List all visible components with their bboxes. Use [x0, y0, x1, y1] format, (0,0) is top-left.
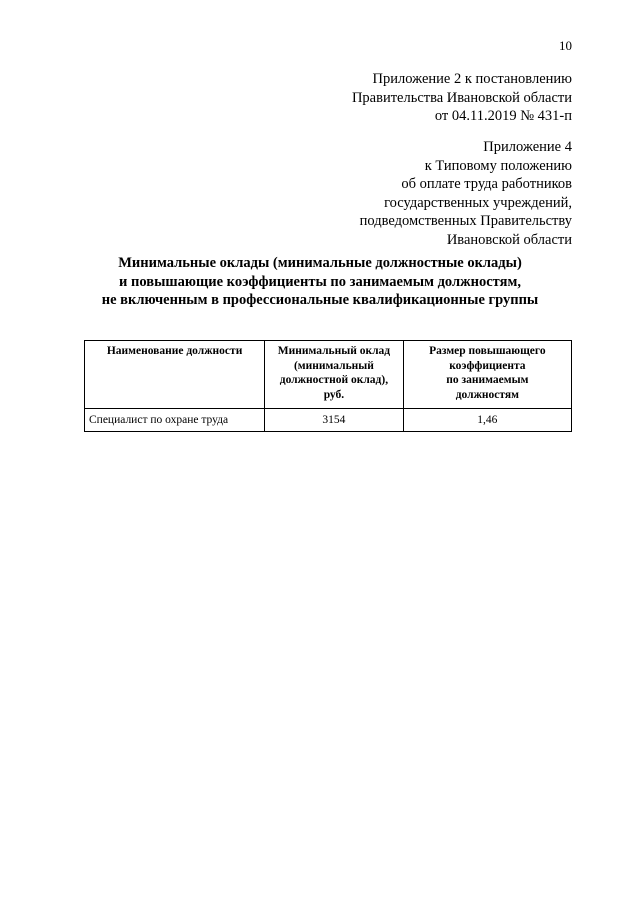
table-header-row [85, 341, 572, 409]
salary-table [84, 340, 572, 432]
cell-coefficient: 1,46 [403, 409, 571, 432]
header-minimum-salary [265, 341, 404, 409]
header-position-name [85, 341, 265, 409]
appendix-sub-line: Приложение 4 [483, 139, 572, 155]
header-line: коэффициента [449, 359, 526, 372]
header-line: должностной оклад), [279, 374, 389, 386]
header-line: должностям [455, 388, 519, 401]
header-line: руб. [323, 388, 345, 401]
appendix-main-line: от 04.11.2019 № 431-п [434, 108, 572, 124]
cell-position-name: Специалист по охране труда [85, 409, 265, 432]
header-line: по занимаемым [446, 374, 529, 386]
document-title-line: не включенным в профессиональные квалификационные группы [101, 292, 539, 308]
table-row [85, 409, 572, 432]
header-line: (минимальный [293, 359, 374, 372]
appendix-sub-line: к Типовому положению [424, 157, 572, 174]
appendix-sub-line: об оплате труда работников [401, 176, 572, 192]
appendix-sub-header [360, 138, 572, 249]
appendix-main-header [352, 70, 572, 126]
header-line: Размер повышающего [429, 345, 546, 357]
appendix-main-line: Приложение 2 к постановлению [372, 71, 572, 87]
document-title [0, 254, 640, 310]
header-line: Минимальный оклад [277, 345, 391, 357]
header-coefficient [403, 341, 571, 409]
appendix-main-line: Правительства Ивановской области [351, 89, 572, 106]
appendix-sub-line: Ивановской области [446, 231, 572, 248]
document-title-line: и повышающие коэффициенты по занимаемым должностям, [119, 273, 521, 290]
appendix-sub-line: подведомственных Правительству [359, 213, 572, 229]
page-number: 10 [559, 38, 572, 53]
header-line: Наименование должности [106, 345, 243, 357]
document-title-line: Минимальные оклады (минимальные должностные оклады) [118, 255, 522, 271]
appendix-sub-line: государственных учреждений, [384, 194, 572, 211]
cell-minimum-salary: 3154 [265, 409, 404, 432]
